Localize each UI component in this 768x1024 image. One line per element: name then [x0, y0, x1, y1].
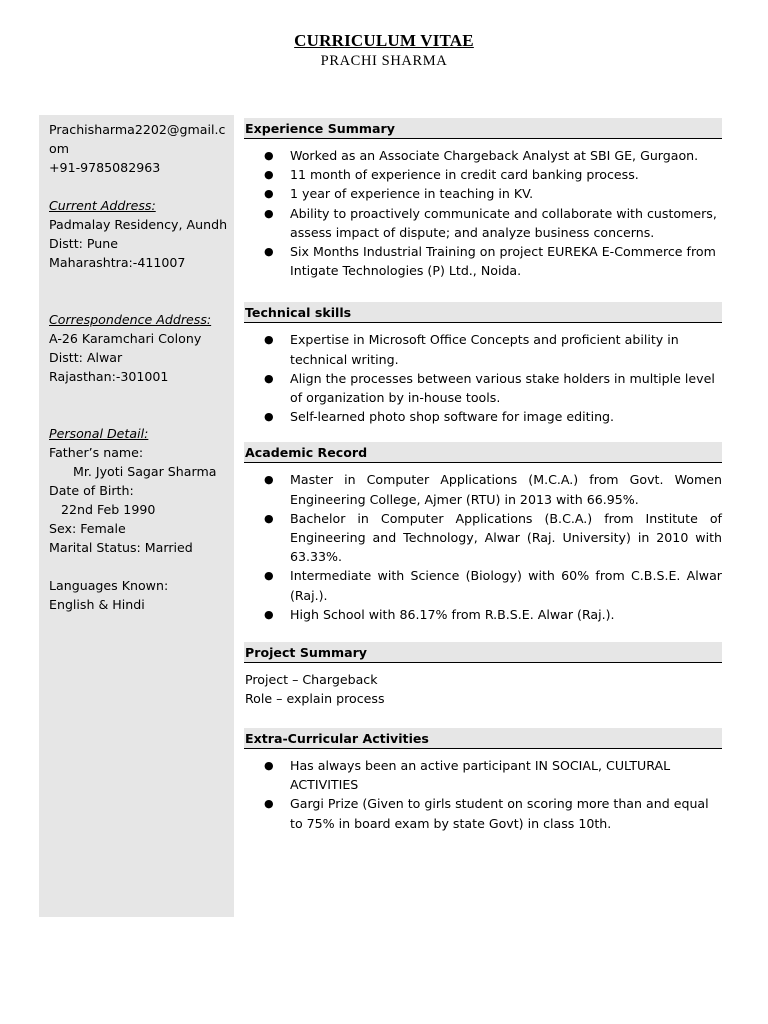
correspondence-address-line: Distt: Alwar	[49, 350, 123, 365]
section-academic-record	[244, 442, 722, 624]
bullet-icon: ●	[264, 149, 274, 162]
bullet-list	[244, 470, 722, 624]
project-line: Project – Chargeback	[245, 672, 378, 688]
role-line: Role – explain process	[245, 691, 385, 707]
bullet-icon: ●	[264, 607, 274, 621]
email-line-1: Prachisharma2202@gmail.c	[49, 122, 226, 137]
correspondence-address-line: Rajasthan:-301001	[49, 369, 169, 384]
correspondence-address-line: A-26 Karamchari Colony	[49, 331, 202, 346]
list-item: ● Master in Computer Applications (M.C.A.) from Govt. Women Engineering College, Ajmer (RTU) in 2013 with 66.95%.	[264, 472, 722, 507]
section-experience	[244, 118, 722, 280]
bullet-icon: ●	[264, 245, 274, 259]
bullet-list	[244, 756, 722, 833]
list-item: ● Six Months Industrial Training on project EUREKA E-Commerce from Intigate Technologies (P) Ltd., Noida.	[264, 244, 716, 279]
bullet-icon: ●	[264, 371, 274, 385]
main-content	[244, 118, 722, 833]
current-address-line: Maharashtra:-411007	[49, 255, 186, 270]
section-heading: Experience Summary	[244, 118, 722, 139]
section-heading: Academic Record	[244, 442, 722, 463]
list-item: ● Self-learned photo shop software for image editing.	[244, 407, 722, 426]
list-item: ● Worked as an Associate Chargeback Analyst at SBI GE, Gurgaon.	[244, 146, 722, 165]
document-title: CURRICULUM VITAE	[294, 31, 474, 50]
fathers-name-label: Father’s name:	[49, 445, 144, 460]
bullet-list	[244, 330, 722, 426]
marital-status: Marital Status: Married	[49, 540, 193, 555]
bullet-icon: ●	[264, 797, 274, 811]
email-line-2: om	[49, 141, 69, 156]
section-heading: Technical skills	[244, 302, 722, 323]
section-project-summary	[244, 642, 722, 708]
bullet-icon: ●	[264, 759, 274, 773]
bullet-icon: ●	[264, 569, 274, 583]
current-address-label: Current Address:	[49, 198, 156, 213]
list-item: ● Expertise in Microsoft Office Concepts and proficient ability in technical writing.	[264, 332, 679, 367]
current-address-line: Distt: Pune	[49, 236, 118, 251]
bullet-icon: ●	[264, 168, 274, 182]
bullet-icon: ●	[264, 187, 274, 201]
list-item: ● Has always been an active participant IN SOCIAL, CULTURAL ACTIVITIES	[264, 758, 671, 793]
list-item: ● 11 month of experience in credit card banking process.	[244, 165, 722, 184]
bullet-icon: ●	[264, 333, 274, 347]
list-item: ● Bachelor in Computer Applications (B.C.A.) from Institute of Engineering and Technology, Alwar (Raj. University) in 2010 with 63.33%.	[264, 510, 722, 565]
bullet-list	[244, 146, 722, 280]
list-item: ● High School with 86.17% from R.B.S.E. Alwar (Raj.).	[244, 605, 722, 624]
list-item: ● Intermediate with Science (Biology) with 60% from C.B.S.E. Alwar (Raj.).	[264, 568, 722, 603]
list-item: ● 1 year of experience in teaching in KV.	[244, 184, 722, 203]
bullet-icon: ●	[264, 511, 274, 525]
fathers-name: Mr. Jyoti Sagar Sharma	[73, 464, 217, 479]
contact-sidebar	[39, 115, 234, 917]
languages: English & Hindi	[49, 597, 145, 612]
section-heading: Extra-Curricular Activities	[244, 728, 722, 749]
candidate-name: PRACHI SHARMA	[320, 53, 448, 69]
languages-label: Languages Known:	[49, 578, 169, 593]
personal-detail-label: Personal Detail:	[49, 426, 149, 441]
list-item: ● Align the processes between various stake holders in multiple level of organization by in-house tools.	[264, 370, 715, 406]
list-item: ● Ability to proactively communicate and collaborate with customers, assess impact of dispute; and analyze business concerns.	[264, 205, 717, 240]
cv-header	[0, 30, 768, 70]
correspondence-address-label: Correspondence Address:	[49, 312, 212, 327]
current-address-line: Padmalay Residency, Aundh	[49, 217, 228, 232]
phone-number: +91-9785082963	[49, 160, 161, 175]
section-technical-skills	[244, 302, 722, 426]
sex: Sex: Female	[49, 521, 126, 536]
dob-value: 22nd Feb 1990	[61, 502, 156, 517]
section-heading: Project Summary	[244, 642, 722, 663]
list-item: ● Gargi Prize (Given to girls student on scoring more than and equal to 75% in board exam by state Govt) in class 10th.	[264, 796, 709, 831]
bullet-icon: ●	[264, 206, 274, 220]
bullet-icon: ●	[264, 410, 274, 424]
bullet-icon: ●	[264, 473, 274, 487]
section-extracurricular	[244, 728, 722, 833]
dob-label: Date of Birth:	[49, 483, 134, 498]
